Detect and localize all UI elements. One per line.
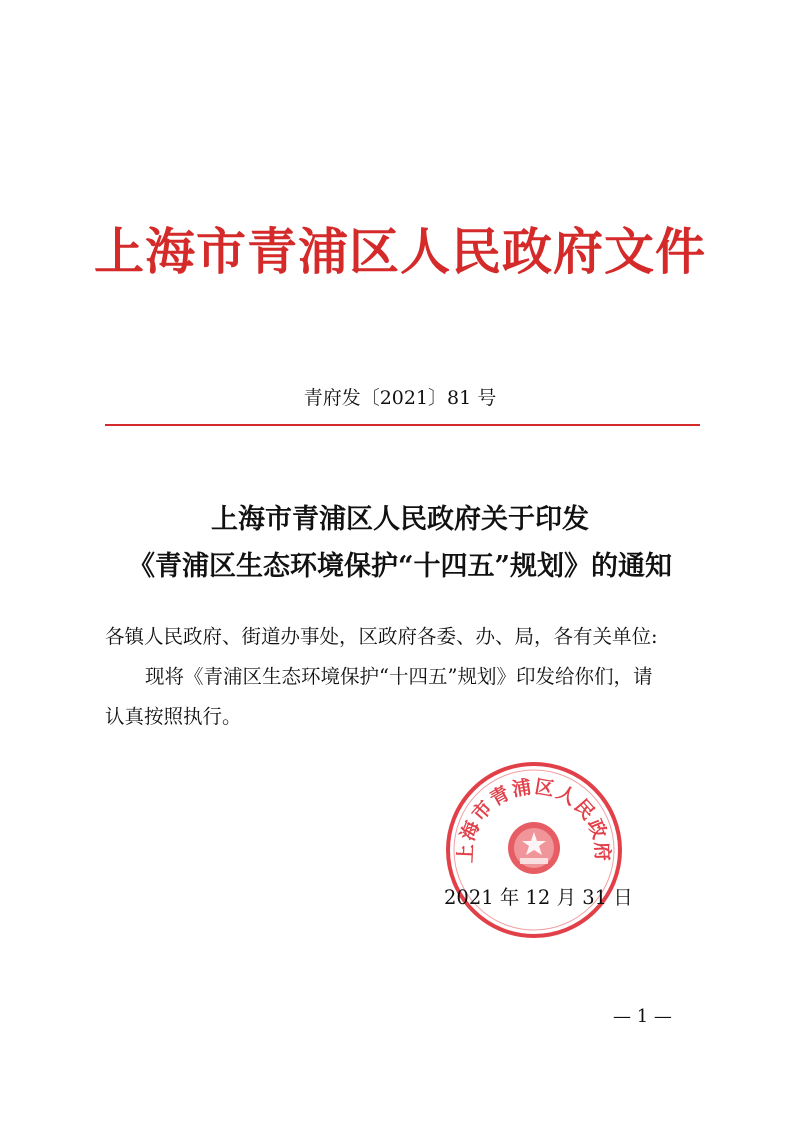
seal-ring-text: 上海市青浦区人民政府 [454, 775, 614, 864]
body-paragraph-line-1: 现将《青浦区生态环境保护“十四五”规划》印发给你们，请 [145, 665, 653, 688]
document-number: 青府发〔2021〕81 号 [303, 387, 497, 409]
document-header-title: 上海市青浦区人民政府文件 [94, 222, 706, 281]
notice-title-line-2: 《青浦区生态环境保护“十四五”规划》的通知 [127, 551, 673, 582]
addressee-line: 各镇人民政府、街道办事处，区政府各委、办、局，各有关单位: [105, 625, 658, 648]
issue-date: 2021 年 12 月 31 日 [444, 886, 633, 909]
page-number: — 1 — [613, 1006, 672, 1027]
national-emblem-icon [508, 822, 560, 874]
body-paragraph-line-2: 认真按照执行。 [105, 705, 242, 728]
notice-title-line-1: 上海市青浦区人民政府关于印发 [211, 504, 589, 535]
red-divider-line [105, 424, 700, 426]
